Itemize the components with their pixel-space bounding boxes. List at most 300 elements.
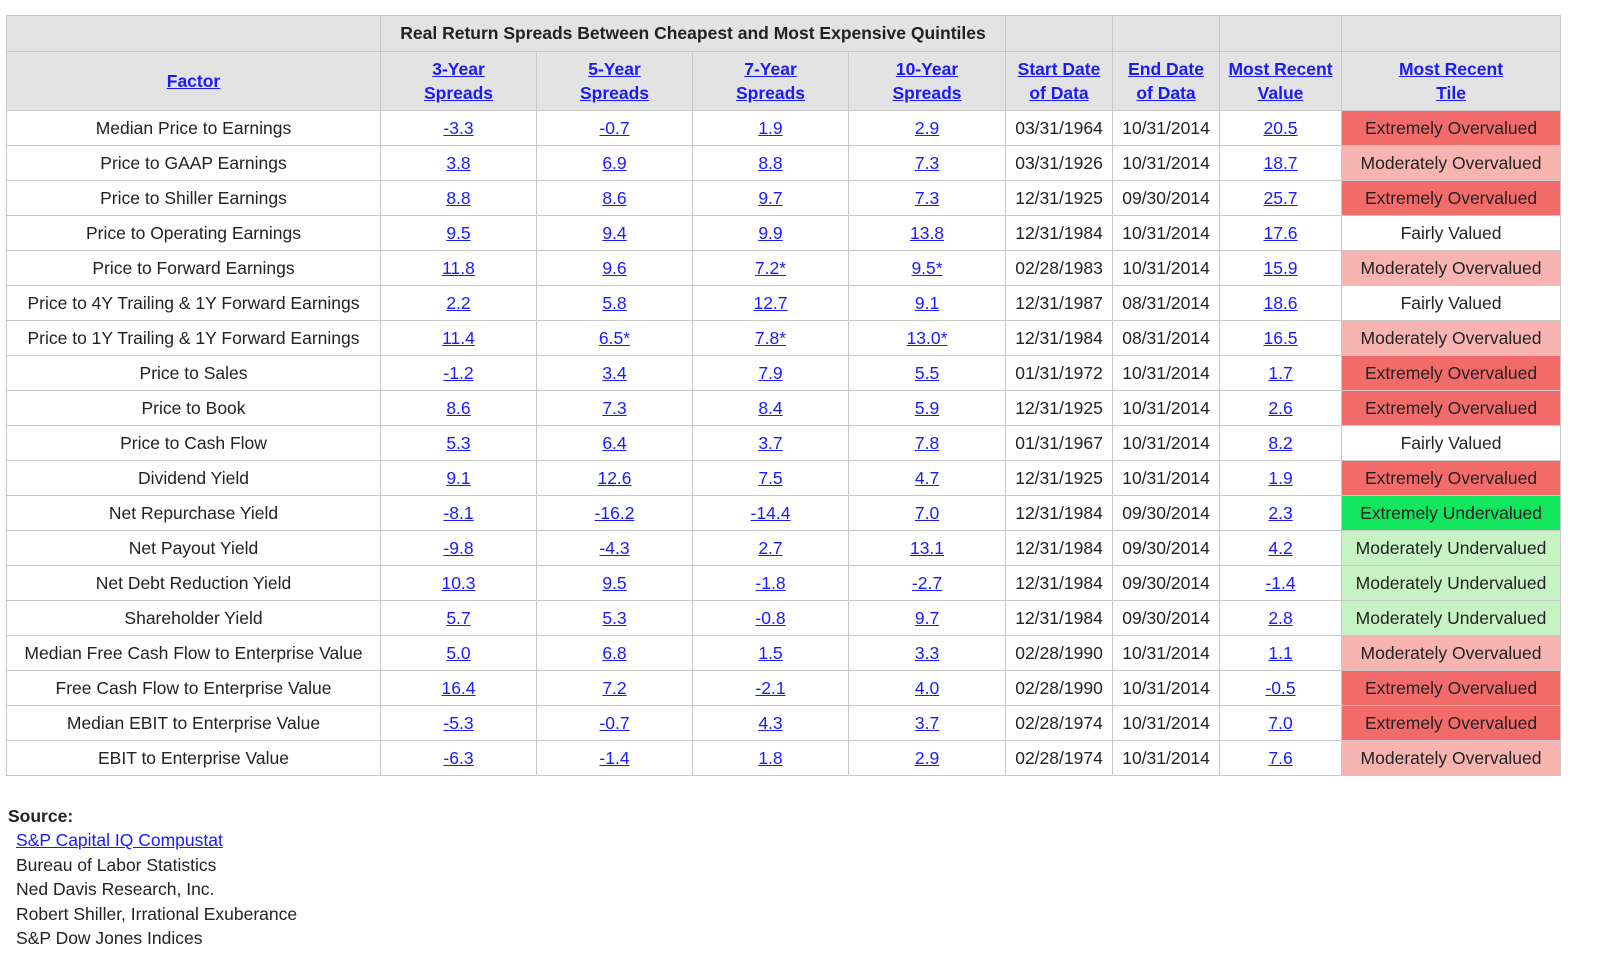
- y5-spread-link[interactable]: 6.5*: [598, 327, 631, 348]
- recent-value-link[interactable]: 18.6: [1263, 292, 1298, 313]
- y7-spread-cell: [693, 146, 849, 181]
- y10-spread-cell: [849, 356, 1006, 391]
- y10-spread-cell: [849, 146, 1006, 181]
- y7-spread-link[interactable]: 9.7: [758, 187, 783, 208]
- y7-spread-link[interactable]: 1.9: [758, 117, 783, 138]
- recent-value-cell: [1220, 601, 1342, 636]
- y3-spread-link[interactable]: 8.6: [446, 397, 471, 418]
- start-date-cell: 12/31/1984: [1006, 601, 1113, 636]
- y5-header: [537, 52, 693, 111]
- table-row: [7, 496, 1561, 531]
- source-section: [8, 804, 297, 950]
- recent-value-link[interactable]: 2.6: [1268, 397, 1293, 418]
- y5-spread-cell: [537, 461, 693, 496]
- y10-spread-link[interactable]: 7.8: [914, 432, 940, 453]
- end-date-cell: 10/31/2014: [1113, 636, 1220, 671]
- start-date-cell: 02/28/1983: [1006, 251, 1113, 286]
- y5-spread-cell: [537, 321, 693, 356]
- recent-tile-cell: Moderately Overvalued: [1342, 741, 1561, 776]
- factor-cell: Free Cash Flow to Enterprise Value: [7, 671, 381, 706]
- y7-spread-cell: [693, 426, 849, 461]
- table-row: [7, 566, 1561, 601]
- y3-spread-cell: [381, 391, 537, 426]
- y3-spread-link[interactable]: 5.0: [446, 642, 471, 663]
- column-header-row: [7, 52, 1561, 111]
- source-item: Ned Davis Research, Inc.: [16, 879, 215, 900]
- recent-tile-cell: Moderately Undervalued: [1342, 601, 1561, 636]
- y10-spread-link[interactable]: 7.3: [914, 187, 940, 208]
- y5-spread-link[interactable]: -0.7: [599, 117, 630, 138]
- y5-spread-cell: [537, 216, 693, 251]
- y10-header-link[interactable]: 10-Year Spreads: [892, 59, 962, 103]
- spreads-super-header: Real Return Spreads Between Cheapest and Most Expensive Quintiles: [381, 16, 1006, 52]
- end-date-cell: 09/30/2014: [1113, 566, 1220, 601]
- y3-spread-link[interactable]: 9.1: [446, 467, 471, 488]
- recent-tile-header-link[interactable]: Most Recent Tile: [1398, 59, 1504, 103]
- y5-header-link[interactable]: 5-Year Spreads: [579, 59, 650, 103]
- y7-spread-link[interactable]: 1.5: [758, 642, 783, 663]
- start-date-cell: 12/31/1925: [1006, 461, 1113, 496]
- recent-value-link[interactable]: 20.5: [1263, 117, 1298, 138]
- start-date-header: [1006, 52, 1113, 111]
- factor-cell: EBIT to Enterprise Value: [7, 741, 381, 776]
- y3-spread-cell: [381, 181, 537, 216]
- end-date-cell: 10/31/2014: [1113, 671, 1220, 706]
- start-date-cell: 12/31/1984: [1006, 321, 1113, 356]
- recent-value-link[interactable]: 1.9: [1268, 467, 1293, 488]
- y10-spread-link[interactable]: 7.0: [914, 502, 940, 523]
- y3-spread-cell: [381, 671, 537, 706]
- y5-spread-link[interactable]: 12.6: [597, 467, 632, 488]
- y3-spread-cell: [381, 531, 537, 566]
- y3-spread-cell: [381, 496, 537, 531]
- y3-spread-cell: [381, 706, 537, 741]
- y10-spread-cell: [849, 286, 1006, 321]
- table-row: [7, 461, 1561, 496]
- y5-spread-link[interactable]: -1.4: [599, 747, 630, 768]
- recent-value-link[interactable]: -1.4: [1265, 572, 1296, 593]
- recent-value-cell: [1220, 146, 1342, 181]
- factor-cell: Price to Sales: [7, 356, 381, 391]
- recent-value-link[interactable]: 7.6: [1268, 747, 1293, 768]
- end-date-header: [1113, 52, 1220, 111]
- source-item: S&P Dow Jones Indices: [16, 928, 203, 949]
- recent-value-cell: [1220, 321, 1342, 356]
- y7-spread-cell: [693, 706, 849, 741]
- y7-spread-link[interactable]: 9.9: [758, 222, 783, 243]
- end-date-cell: 09/30/2014: [1113, 181, 1220, 216]
- table-row: [7, 146, 1561, 181]
- y3-spread-cell: [381, 461, 537, 496]
- recent-value-cell: [1220, 671, 1342, 706]
- y3-spread-link[interactable]: -5.3: [443, 712, 474, 733]
- y7-spread-link[interactable]: 4.3: [758, 712, 783, 733]
- y5-spread-cell: [537, 251, 693, 286]
- recent-tile-cell: Moderately Undervalued: [1342, 566, 1561, 601]
- y7-spread-link[interactable]: -2.1: [755, 677, 786, 698]
- y7-spread-link[interactable]: 7.9: [758, 362, 783, 383]
- end-date-cell: 10/31/2014: [1113, 391, 1220, 426]
- recent-value-link[interactable]: 4.2: [1268, 537, 1293, 558]
- y5-spread-link[interactable]: 5.8: [602, 292, 627, 313]
- factor-cell: Net Debt Reduction Yield: [7, 566, 381, 601]
- y7-spread-cell: [693, 286, 849, 321]
- y7-spread-cell: [693, 531, 849, 566]
- end-date-cell: 10/31/2014: [1113, 461, 1220, 496]
- y10-spread-link[interactable]: 13.8: [909, 222, 945, 243]
- table-row: [7, 671, 1561, 706]
- y5-spread-link[interactable]: 7.2: [602, 677, 627, 698]
- y7-spread-link[interactable]: 8.4: [758, 397, 783, 418]
- y10-spread-link[interactable]: 13.0*: [906, 327, 948, 348]
- factor-cell: Dividend Yield: [7, 461, 381, 496]
- y5-spread-link[interactable]: 7.3: [602, 397, 627, 418]
- recent-value-link[interactable]: 18.7: [1263, 152, 1298, 173]
- y3-spread-cell: [381, 356, 537, 391]
- y10-spread-cell: [849, 531, 1006, 566]
- y10-spread-link[interactable]: 9.7: [914, 607, 940, 628]
- table-row: [7, 356, 1561, 391]
- recent-value-cell: [1220, 531, 1342, 566]
- y7-spread-link[interactable]: -14.4: [750, 502, 791, 523]
- start-date-cell: 12/31/1984: [1006, 496, 1113, 531]
- start-date-cell: 02/28/1974: [1006, 706, 1113, 741]
- y7-spread-cell: [693, 216, 849, 251]
- y3-spread-link[interactable]: -1.2: [443, 362, 474, 383]
- recent-value-link[interactable]: 16.5: [1263, 327, 1298, 348]
- y5-spread-link[interactable]: 8.6: [602, 187, 627, 208]
- y3-header: [381, 52, 537, 111]
- y5-spread-link[interactable]: 5.3: [602, 607, 627, 628]
- start-date-cell: 03/31/1926: [1006, 146, 1113, 181]
- recent-tile-cell: Moderately Undervalued: [1342, 531, 1561, 566]
- factor-header: [7, 52, 381, 111]
- y10-spread-link[interactable]: 9.1: [914, 292, 940, 313]
- factor-cell: Price to Forward Earnings: [7, 251, 381, 286]
- y7-spread-cell: [693, 181, 849, 216]
- factor-cell: Net Payout Yield: [7, 531, 381, 566]
- table-row: [7, 636, 1561, 671]
- recent-tile-cell: Extremely Overvalued: [1342, 461, 1561, 496]
- factor-cell: Median EBIT to Enterprise Value: [7, 706, 381, 741]
- y10-spread-cell: [849, 251, 1006, 286]
- y7-spread-cell: [693, 321, 849, 356]
- y10-spread-link[interactable]: 4.7: [914, 467, 940, 488]
- y7-spread-link[interactable]: 7.5: [758, 467, 783, 488]
- recent-tile-cell: Extremely Overvalued: [1342, 111, 1561, 146]
- start-date-cell: 12/31/1987: [1006, 286, 1113, 321]
- y10-spread-cell: [849, 216, 1006, 251]
- y10-spread-cell: [849, 741, 1006, 776]
- source-link-compustat[interactable]: S&P Capital IQ Compustat: [16, 830, 223, 851]
- factor-cell: Median Price to Earnings: [7, 111, 381, 146]
- end-date-cell: 10/31/2014: [1113, 251, 1220, 286]
- source-item: Bureau of Labor Statistics: [16, 854, 217, 875]
- y3-spread-link[interactable]: 5.3: [446, 432, 471, 453]
- y3-spread-cell: [381, 251, 537, 286]
- y5-spread-cell: [537, 601, 693, 636]
- y7-spread-link[interactable]: 2.7: [758, 537, 783, 558]
- y10-spread-cell: [849, 321, 1006, 356]
- table-row: [7, 111, 1561, 146]
- y3-spread-cell: [381, 601, 537, 636]
- y7-header-link[interactable]: 7-Year Spreads: [735, 59, 806, 103]
- y3-spread-link[interactable]: 8.8: [446, 187, 471, 208]
- y7-spread-cell: [693, 636, 849, 671]
- recent-value-cell: [1220, 426, 1342, 461]
- recent-tile-cell: Moderately Overvalued: [1342, 321, 1561, 356]
- y3-spread-link[interactable]: 16.4: [441, 677, 476, 698]
- y7-header: [693, 52, 849, 111]
- y7-spread-link[interactable]: 7.2*: [754, 257, 787, 278]
- y5-spread-cell: [537, 391, 693, 426]
- y3-spread-cell: [381, 216, 537, 251]
- recent-value-link[interactable]: 2.3: [1268, 502, 1293, 523]
- recent-tile-cell: Extremely Overvalued: [1342, 356, 1561, 391]
- y5-spread-cell: [537, 181, 693, 216]
- start-date-cell: 02/28/1990: [1006, 636, 1113, 671]
- start-date-cell: 12/31/1984: [1006, 531, 1113, 566]
- y7-spread-cell: [693, 601, 849, 636]
- y5-spread-cell: [537, 531, 693, 566]
- recent-value-cell: [1220, 636, 1342, 671]
- recent-value-cell: [1220, 496, 1342, 531]
- recent-value-cell: [1220, 461, 1342, 496]
- factor-cell: Price to Cash Flow: [7, 426, 381, 461]
- y5-spread-link[interactable]: -0.7: [599, 712, 630, 733]
- factor-cell: Price to Operating Earnings: [7, 216, 381, 251]
- super-header-row: [7, 16, 1561, 52]
- y10-spread-cell: [849, 111, 1006, 146]
- y5-spread-cell: [537, 566, 693, 601]
- table-row: [7, 426, 1561, 461]
- y5-spread-link[interactable]: -16.2: [594, 502, 635, 523]
- y7-spread-link[interactable]: 3.7: [758, 432, 783, 453]
- end-date-cell: 09/30/2014: [1113, 601, 1220, 636]
- source-title: Source:: [8, 806, 74, 826]
- y7-spread-link[interactable]: -1.8: [755, 572, 786, 593]
- y3-spread-link[interactable]: -3.3: [443, 117, 474, 138]
- start-date-cell: 03/31/1964: [1006, 111, 1113, 146]
- recent-value-link[interactable]: 1.7: [1268, 362, 1293, 383]
- recent-value-link[interactable]: 2.8: [1268, 607, 1293, 628]
- recent-value-cell: [1220, 286, 1342, 321]
- table-row: [7, 286, 1561, 321]
- recent-value-link[interactable]: -0.5: [1265, 677, 1296, 698]
- y3-spread-link[interactable]: -8.1: [443, 502, 474, 523]
- y10-spread-link[interactable]: 5.9: [914, 397, 940, 418]
- table-row: [7, 741, 1561, 776]
- y3-spread-cell: [381, 636, 537, 671]
- blank-header-cell: [7, 16, 381, 52]
- y3-spread-link[interactable]: 11.4: [442, 327, 475, 348]
- factor-cell: Price to 4Y Trailing & 1Y Forward Earnings: [7, 286, 381, 321]
- y5-spread-link[interactable]: 6.4: [602, 432, 627, 453]
- y10-spread-cell: [849, 391, 1006, 426]
- valuation-table: [6, 15, 1561, 776]
- factor-cell: Median Free Cash Flow to Enterprise Value: [7, 636, 381, 671]
- y7-spread-link[interactable]: 7.8*: [754, 327, 787, 348]
- y5-spread-link[interactable]: 9.6: [602, 257, 627, 278]
- recent-value-link[interactable]: 17.6: [1263, 222, 1298, 243]
- blank-header-cell: [1342, 16, 1561, 52]
- start-date-cell: 02/28/1974: [1006, 741, 1113, 776]
- y10-spread-link[interactable]: -2.7: [911, 572, 943, 593]
- y7-spread-link[interactable]: -0.8: [755, 607, 786, 628]
- y5-spread-cell: [537, 146, 693, 181]
- start-date-cell: 01/31/1967: [1006, 426, 1113, 461]
- y10-spread-cell: [849, 461, 1006, 496]
- y3-spread-cell: [381, 566, 537, 601]
- table-row: [7, 531, 1561, 566]
- y10-spread-cell: [849, 496, 1006, 531]
- table-body: [7, 111, 1561, 776]
- recent-tile-cell: Moderately Overvalued: [1342, 251, 1561, 286]
- y7-spread-cell: [693, 391, 849, 426]
- recent-value-link[interactable]: 1.1: [1268, 642, 1293, 663]
- y10-spread-link[interactable]: 2.9: [914, 747, 940, 768]
- y10-spread-cell: [849, 181, 1006, 216]
- recent-tile-cell: Fairly Valued: [1342, 286, 1561, 321]
- recent-tile-cell: Extremely Overvalued: [1342, 391, 1561, 426]
- end-date-cell: 10/31/2014: [1113, 706, 1220, 741]
- y10-spread-link[interactable]: 3.7: [914, 712, 940, 733]
- y10-spread-link[interactable]: 13.1: [909, 537, 945, 558]
- table-row: [7, 181, 1561, 216]
- y5-spread-cell: [537, 111, 693, 146]
- factor-header-link[interactable]: Factor: [166, 71, 221, 91]
- recent-value-link[interactable]: 15.9: [1263, 257, 1298, 278]
- y5-spread-cell: [537, 496, 693, 531]
- y3-spread-link[interactable]: 11.8: [442, 257, 475, 278]
- recent-value-cell: [1220, 741, 1342, 776]
- end-date-cell: 08/31/2014: [1113, 286, 1220, 321]
- y7-spread-cell: [693, 356, 849, 391]
- y10-spread-link[interactable]: 2.9: [914, 117, 940, 138]
- y7-spread-cell: [693, 566, 849, 601]
- y5-spread-cell: [537, 706, 693, 741]
- end-date-cell: 09/30/2014: [1113, 496, 1220, 531]
- recent-value-cell: [1220, 566, 1342, 601]
- end-date-cell: 10/31/2014: [1113, 356, 1220, 391]
- y5-spread-link[interactable]: -4.3: [599, 537, 630, 558]
- y3-spread-link[interactable]: -9.8: [443, 537, 474, 558]
- blank-header-cell: [1220, 16, 1342, 52]
- y10-spread-cell: [849, 601, 1006, 636]
- start-date-cell: 12/31/1925: [1006, 181, 1113, 216]
- end-date-cell: 09/30/2014: [1113, 531, 1220, 566]
- end-date-cell: 10/31/2014: [1113, 146, 1220, 181]
- y5-spread-link[interactable]: 9.5: [602, 572, 627, 593]
- start-date-cell: 01/31/1972: [1006, 356, 1113, 391]
- y10-spread-cell: [849, 706, 1006, 741]
- y3-header-link[interactable]: 3-Year Spreads: [423, 59, 494, 103]
- y7-spread-cell: [693, 251, 849, 286]
- factor-cell: Price to Book: [7, 391, 381, 426]
- recent-value-cell: [1220, 356, 1342, 391]
- y5-spread-cell: [537, 741, 693, 776]
- factor-cell: Price to 1Y Trailing & 1Y Forward Earnings: [7, 321, 381, 356]
- recent-value-link[interactable]: 7.0: [1268, 712, 1293, 733]
- y7-spread-cell: [693, 111, 849, 146]
- recent-value-header: [1220, 52, 1342, 111]
- recent-tile-cell: Fairly Valued: [1342, 216, 1561, 251]
- table-row: [7, 706, 1561, 741]
- y5-spread-cell: [537, 671, 693, 706]
- recent-value-cell: [1220, 391, 1342, 426]
- start-date-cell: 12/31/1925: [1006, 391, 1113, 426]
- factor-cell: Price to GAAP Earnings: [7, 146, 381, 181]
- y5-spread-link[interactable]: 6.9: [602, 152, 627, 173]
- y3-spread-link[interactable]: 5.7: [446, 607, 471, 628]
- recent-value-cell: [1220, 251, 1342, 286]
- y3-spread-cell: [381, 321, 537, 356]
- y7-spread-cell: [693, 496, 849, 531]
- end-date-cell: 08/31/2014: [1113, 321, 1220, 356]
- recent-value-header-link[interactable]: Most Recent Value: [1228, 59, 1333, 103]
- y3-spread-link[interactable]: 9.5: [446, 222, 471, 243]
- start-date-cell: 12/31/1984: [1006, 566, 1113, 601]
- blank-header-cell: [1113, 16, 1220, 52]
- y7-spread-cell: [693, 461, 849, 496]
- end-date-header-link[interactable]: End Date of Data: [1128, 59, 1204, 103]
- y10-spread-link[interactable]: 7.3: [914, 152, 940, 173]
- y3-spread-cell: [381, 286, 537, 321]
- y5-spread-link[interactable]: 9.4: [602, 222, 627, 243]
- start-date-header-link[interactable]: Start Date of Data: [1017, 59, 1101, 103]
- y5-spread-link[interactable]: 6.8: [602, 642, 627, 663]
- y3-spread-link[interactable]: 3.8: [446, 152, 471, 173]
- recent-value-cell: [1220, 216, 1342, 251]
- recent-tile-cell: Extremely Undervalued: [1342, 496, 1561, 531]
- y3-spread-cell: [381, 111, 537, 146]
- recent-tile-cell: Moderately Overvalued: [1342, 146, 1561, 181]
- recent-value-link[interactable]: 25.7: [1263, 187, 1298, 208]
- recent-value-link[interactable]: 8.2: [1268, 432, 1293, 453]
- end-date-cell: 10/31/2014: [1113, 741, 1220, 776]
- end-date-cell: 10/31/2014: [1113, 426, 1220, 461]
- table-row: [7, 321, 1561, 356]
- y3-spread-cell: [381, 146, 537, 181]
- source-item: Robert Shiller, Irrational Exuberance: [16, 903, 298, 924]
- blank-header-cell: [1006, 16, 1113, 52]
- y3-spread-cell: [381, 741, 537, 776]
- y5-spread-cell: [537, 426, 693, 461]
- recent-value-cell: [1220, 111, 1342, 146]
- y7-spread-link[interactable]: 8.8: [758, 152, 783, 173]
- y10-header: [849, 52, 1006, 111]
- y10-spread-link[interactable]: 3.3: [914, 642, 940, 663]
- recent-value-cell: [1220, 706, 1342, 741]
- y3-spread-link[interactable]: 10.3: [441, 572, 476, 593]
- y10-spread-link[interactable]: 9.5*: [911, 257, 943, 278]
- y7-spread-link[interactable]: 1.8: [758, 747, 783, 768]
- y10-spread-link[interactable]: 4.0: [914, 677, 940, 698]
- recent-tile-cell: Extremely Overvalued: [1342, 706, 1561, 741]
- y3-spread-link[interactable]: 2.2: [446, 292, 471, 313]
- y10-spread-cell: [849, 566, 1006, 601]
- y7-spread-link[interactable]: 12.7: [753, 292, 788, 313]
- recent-value-cell: [1220, 181, 1342, 216]
- y5-spread-link[interactable]: 3.4: [602, 362, 627, 383]
- recent-tile-cell: Extremely Overvalued: [1342, 671, 1561, 706]
- y3-spread-link[interactable]: -6.3: [443, 747, 474, 768]
- y10-spread-link[interactable]: 5.5: [914, 362, 940, 383]
- y7-spread-cell: [693, 671, 849, 706]
- start-date-cell: 12/31/1984: [1006, 216, 1113, 251]
- y10-spread-cell: [849, 426, 1006, 461]
- recent-tile-header: [1342, 52, 1561, 111]
